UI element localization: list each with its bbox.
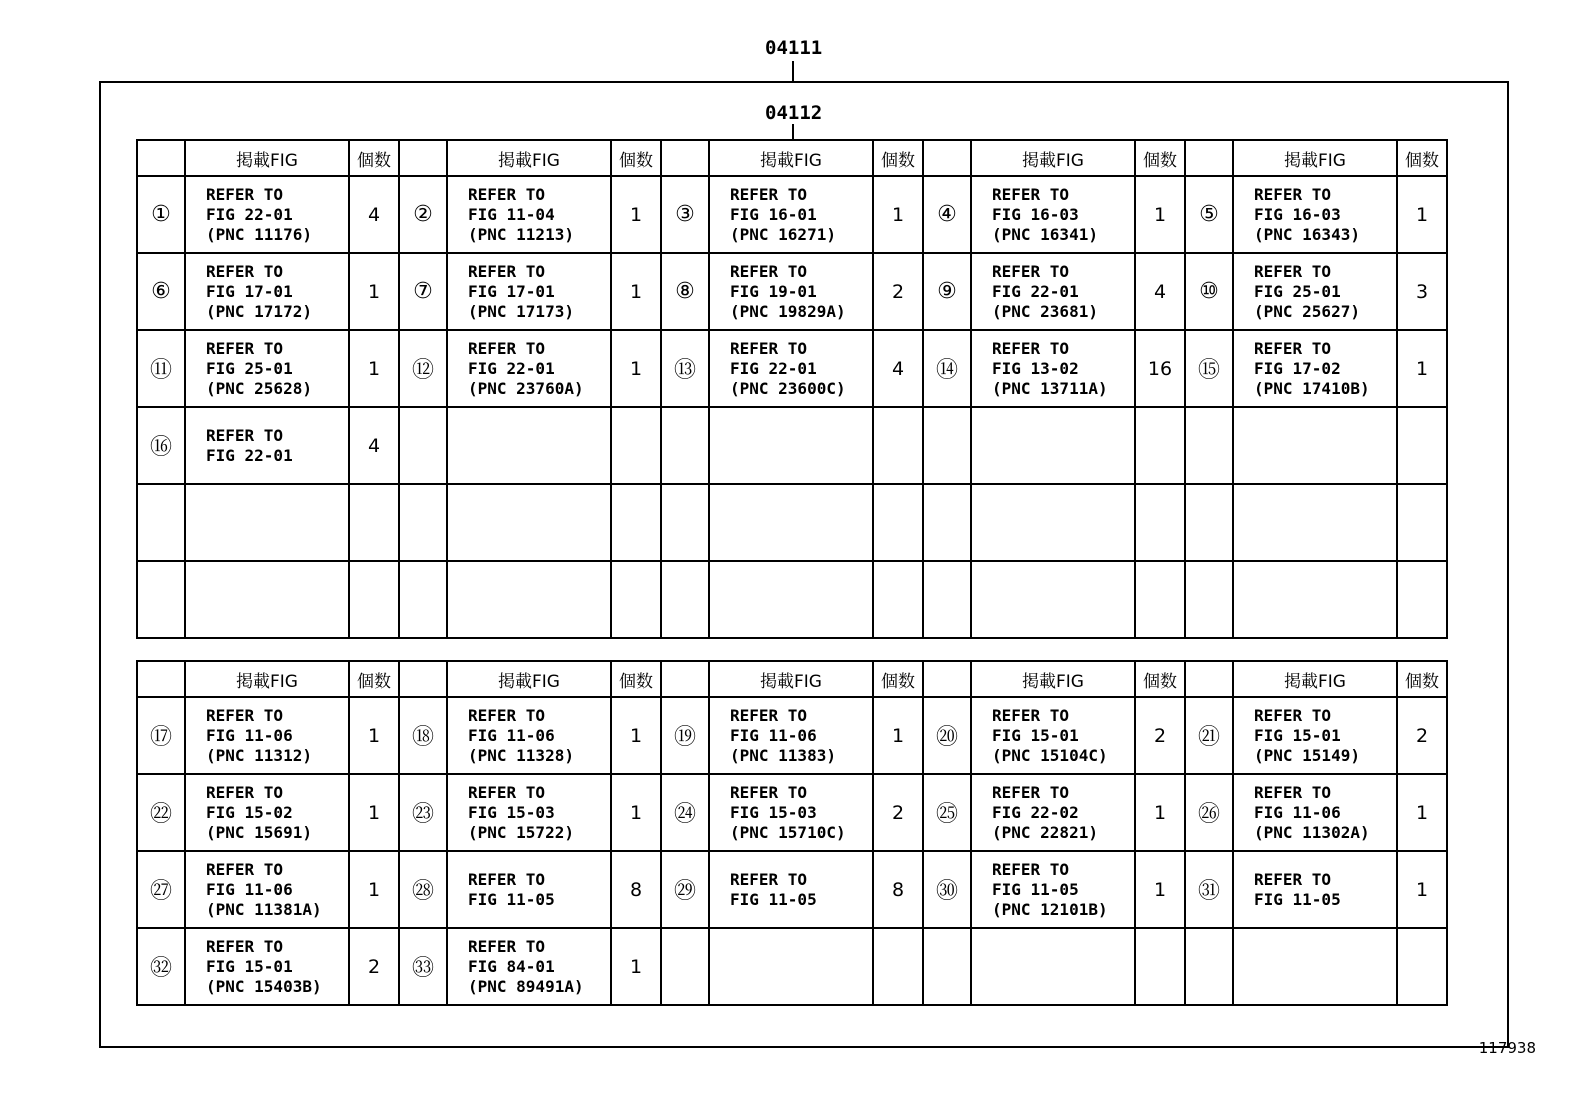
reference-line: FIG 17-01: [468, 281, 555, 301]
item-number: ⑯: [137, 407, 185, 484]
figure-reference: [185, 176, 349, 253]
reference-line: (PNC 11381A): [206, 899, 322, 919]
item-number: ㉓: [399, 774, 447, 851]
item-number: [1185, 407, 1233, 484]
header-qty: 個数: [1397, 661, 1447, 697]
assembly-number-04112: 04112: [765, 102, 823, 124]
item-number: [661, 928, 709, 1005]
item-number: ⑭: [923, 330, 971, 407]
item-number: [923, 928, 971, 1005]
reference-line: FIG 11-06: [1254, 802, 1341, 822]
quantity: 1: [1397, 851, 1447, 928]
reference-line: REFER TO: [206, 184, 284, 204]
figure-reference: [185, 484, 349, 561]
reference-line: FIG 15-03: [730, 802, 817, 822]
item-number: ㉛: [1185, 851, 1233, 928]
quantity: 1: [1135, 851, 1185, 928]
reference-line: REFER TO: [730, 184, 808, 204]
quantity: [873, 928, 923, 1005]
reference-line: FIG 16-01: [730, 204, 817, 224]
item-number: ㉝: [399, 928, 447, 1005]
table-row: [137, 561, 1447, 638]
figure-reference: [709, 851, 873, 928]
item-number: [661, 407, 709, 484]
quantity: 4: [873, 330, 923, 407]
table-row: [137, 697, 1447, 774]
quantity: 4: [349, 176, 399, 253]
quantity: [1397, 407, 1447, 484]
reference-line: (PNC 16271): [730, 224, 836, 244]
header-index-blank: [923, 661, 971, 697]
figure-reference: [185, 407, 349, 484]
reference-line: (PNC 17173): [468, 301, 574, 321]
reference-line: FIG 25-01: [1254, 281, 1341, 301]
figure-reference: [1233, 330, 1397, 407]
reference-line: REFER TO: [730, 782, 808, 802]
table-row: [137, 774, 1447, 851]
reference-line: (PNC 23681): [992, 301, 1098, 321]
reference-line: FIG 11-05: [730, 889, 817, 909]
reference-line: FIG 11-06: [468, 725, 555, 745]
reference-line: FIG 11-06: [206, 725, 293, 745]
header-qty: 個数: [1135, 140, 1185, 176]
reference-line: REFER TO: [730, 338, 808, 358]
header-fig: 掲載FIG: [447, 140, 611, 176]
item-number: ⑫: [399, 330, 447, 407]
reference-line: REFER TO: [206, 261, 284, 281]
quantity: [1397, 561, 1447, 638]
reference-line: FIG 11-05: [1254, 889, 1341, 909]
reference-line: FIG 17-02: [1254, 358, 1341, 378]
table-row: [137, 253, 1447, 330]
header-fig: 掲載FIG: [185, 140, 349, 176]
item-number: ㉖: [1185, 774, 1233, 851]
header-index-blank: [661, 661, 709, 697]
quantity: 4: [349, 407, 399, 484]
quantity: 1: [349, 253, 399, 330]
reference-line: (PNC 25628): [206, 378, 312, 398]
figure-reference: [971, 851, 1135, 928]
reference-line: (PNC 17410B): [1254, 378, 1370, 398]
reference-line: (PNC 11328): [468, 745, 574, 765]
figure-reference: [1233, 697, 1397, 774]
item-number: ⑬: [661, 330, 709, 407]
header-index-blank: [399, 661, 447, 697]
header-fig: 掲載FIG: [185, 661, 349, 697]
quantity: 1: [1135, 774, 1185, 851]
reference-line: REFER TO: [1254, 338, 1332, 358]
table-row: [137, 851, 1447, 928]
figure-reference: [709, 407, 873, 484]
header-qty: 個数: [873, 140, 923, 176]
figure-reference: [971, 774, 1135, 851]
item-number: ⑦: [399, 253, 447, 330]
quantity: [1397, 484, 1447, 561]
reference-line: REFER TO: [1254, 782, 1332, 802]
header-index-blank: [137, 661, 185, 697]
figure-reference: [1233, 176, 1397, 253]
reference-line: FIG 15-01: [1254, 725, 1341, 745]
figure-reference: [971, 330, 1135, 407]
quantity: [873, 484, 923, 561]
item-number: ㉑: [1185, 697, 1233, 774]
figure-reference: [447, 484, 611, 561]
reference-line: FIG 15-01: [992, 725, 1079, 745]
item-number: ㉔: [661, 774, 709, 851]
reference-line: (PNC 15403B): [206, 976, 322, 996]
reference-line: REFER TO: [206, 859, 284, 879]
reference-line: (PNC 16343): [1254, 224, 1360, 244]
table-row: [137, 330, 1447, 407]
reference-line: FIG 15-02: [206, 802, 293, 822]
quantity: 3: [1397, 253, 1447, 330]
reference-line: (PNC 12101B): [992, 899, 1108, 919]
reference-line: REFER TO: [730, 705, 808, 725]
figure-reference: [971, 407, 1135, 484]
header-qty: 個数: [873, 661, 923, 697]
quantity: 1: [873, 176, 923, 253]
item-number: ㉕: [923, 774, 971, 851]
figure-reference: [185, 928, 349, 1005]
item-number: [1185, 928, 1233, 1005]
header-fig: 掲載FIG: [971, 140, 1135, 176]
header-fig: 掲載FIG: [709, 661, 873, 697]
header-fig: 掲載FIG: [1233, 140, 1397, 176]
quantity: 1: [611, 330, 661, 407]
quantity: [1135, 484, 1185, 561]
item-number: ②: [399, 176, 447, 253]
header-index-blank: [661, 140, 709, 176]
figure-reference: [1233, 851, 1397, 928]
item-number: [137, 561, 185, 638]
header-index-blank: [923, 140, 971, 176]
header-qty: 個数: [1397, 140, 1447, 176]
leader-line-outer: [792, 61, 794, 81]
item-number: [399, 484, 447, 561]
reference-line: FIG 19-01: [730, 281, 817, 301]
reference-line: FIG 84-01: [468, 956, 555, 976]
reference-line: (PNC 11383): [730, 745, 836, 765]
header-row: [137, 140, 1447, 176]
quantity: [1397, 928, 1447, 1005]
quantity: 1: [611, 697, 661, 774]
figure-reference: [185, 774, 349, 851]
reference-line: (PNC 23760A): [468, 378, 584, 398]
reference-line: (PNC 23600C): [730, 378, 846, 398]
figure-reference: [709, 484, 873, 561]
quantity: [611, 407, 661, 484]
table-row: [137, 928, 1447, 1005]
reference-line: REFER TO: [1254, 869, 1332, 889]
figure-reference: [1233, 774, 1397, 851]
item-number: ⑪: [137, 330, 185, 407]
item-number: ⑰: [137, 697, 185, 774]
quantity: 1: [611, 253, 661, 330]
figure-reference: [971, 484, 1135, 561]
figure-reference: [709, 561, 873, 638]
quantity: 1: [873, 697, 923, 774]
header-qty: 個数: [349, 661, 399, 697]
reference-line: REFER TO: [1254, 261, 1332, 281]
reference-line: REFER TO: [468, 184, 546, 204]
reference-line: REFER TO: [992, 705, 1070, 725]
item-number: [923, 561, 971, 638]
item-number: ㉚: [923, 851, 971, 928]
quantity: [349, 561, 399, 638]
parts-reference-table-upper: [136, 139, 1448, 639]
figure-reference: [185, 253, 349, 330]
header-qty: 個数: [611, 661, 661, 697]
reference-line: FIG 22-01: [992, 281, 1079, 301]
item-number: ㉘: [399, 851, 447, 928]
figure-reference: [447, 774, 611, 851]
header-row: [137, 661, 1447, 697]
reference-line: REFER TO: [468, 869, 546, 889]
quantity: [1135, 407, 1185, 484]
figure-reference: [1233, 928, 1397, 1005]
figure-reference: [1233, 407, 1397, 484]
quantity: [611, 561, 661, 638]
header-fig: 掲載FIG: [709, 140, 873, 176]
reference-line: FIG 15-03: [468, 802, 555, 822]
figure-reference: [709, 774, 873, 851]
figure-reference: [447, 253, 611, 330]
reference-line: FIG 17-01: [206, 281, 293, 301]
figure-reference: [447, 851, 611, 928]
reference-line: (PNC 89491A): [468, 976, 584, 996]
reference-line: (PNC 13711A): [992, 378, 1108, 398]
figure-reference: [447, 330, 611, 407]
quantity: 1: [1135, 176, 1185, 253]
header-qty: 個数: [1135, 661, 1185, 697]
reference-line: (PNC 15722): [468, 822, 574, 842]
reference-line: (PNC 11302A): [1254, 822, 1370, 842]
reference-line: FIG 16-03: [1254, 204, 1341, 224]
reference-line: (PNC 15691): [206, 822, 312, 842]
item-number: ㉗: [137, 851, 185, 928]
item-number: ⑧: [661, 253, 709, 330]
reference-line: FIG 22-02: [992, 802, 1079, 822]
item-number: [399, 407, 447, 484]
quantity: 1: [349, 330, 399, 407]
reference-line: (PNC 19829A): [730, 301, 846, 321]
reference-line: REFER TO: [1254, 705, 1332, 725]
quantity: [873, 407, 923, 484]
reference-line: FIG 25-01: [206, 358, 293, 378]
item-number: [923, 407, 971, 484]
reference-line: FIG 22-01: [468, 358, 555, 378]
item-number: ⑨: [923, 253, 971, 330]
reference-line: REFER TO: [1254, 184, 1332, 204]
quantity: 1: [1397, 774, 1447, 851]
reference-line: REFER TO: [206, 782, 284, 802]
figure-reference: [447, 407, 611, 484]
figure-reference: [971, 561, 1135, 638]
figure-reference: [709, 928, 873, 1005]
figure-reference: [185, 561, 349, 638]
quantity: 2: [1397, 697, 1447, 774]
header-fig: 掲載FIG: [1233, 661, 1397, 697]
quantity: 1: [611, 774, 661, 851]
header-fig: 掲載FIG: [971, 661, 1135, 697]
item-number: ㉜: [137, 928, 185, 1005]
reference-line: REFER TO: [468, 338, 546, 358]
item-number: ④: [923, 176, 971, 253]
quantity: 16: [1135, 330, 1185, 407]
reference-line: REFER TO: [992, 338, 1070, 358]
reference-line: REFER TO: [206, 338, 284, 358]
reference-line: FIG 11-05: [468, 889, 555, 909]
figure-reference: [447, 697, 611, 774]
reference-line: (PNC 11176): [206, 224, 312, 244]
reference-line: REFER TO: [992, 184, 1070, 204]
reference-line: REFER TO: [730, 869, 808, 889]
header-index-blank: [137, 140, 185, 176]
header-fig: 掲載FIG: [447, 661, 611, 697]
figure-reference: [709, 253, 873, 330]
reference-line: (PNC 15104C): [992, 745, 1108, 765]
quantity: 2: [349, 928, 399, 1005]
header-index-blank: [1185, 140, 1233, 176]
figure-reference: [1233, 253, 1397, 330]
quantity: 2: [1135, 697, 1185, 774]
quantity: 8: [611, 851, 661, 928]
figure-reference: [447, 176, 611, 253]
item-number: [661, 561, 709, 638]
reference-line: (PNC 11213): [468, 224, 574, 244]
item-number: ⑳: [923, 697, 971, 774]
reference-line: (PNC 25627): [1254, 301, 1360, 321]
reference-line: (PNC 17172): [206, 301, 312, 321]
figure-reference: [709, 697, 873, 774]
figure-reference: [971, 176, 1135, 253]
leader-line-inner: [792, 124, 794, 140]
reference-line: REFER TO: [468, 782, 546, 802]
reference-line: (PNC 15149): [1254, 745, 1360, 765]
quantity: 1: [349, 774, 399, 851]
quantity: 2: [873, 253, 923, 330]
reference-line: FIG 15-01: [206, 956, 293, 976]
parts-reference-table-lower: [136, 660, 1448, 1006]
reference-line: FIG 16-03: [992, 204, 1079, 224]
figure-reference: [971, 253, 1135, 330]
item-number: [137, 484, 185, 561]
figure-reference: [709, 176, 873, 253]
table-row: [137, 407, 1447, 484]
figure-id: 117938: [1478, 1039, 1536, 1057]
quantity: [873, 561, 923, 638]
reference-line: REFER TO: [206, 936, 284, 956]
item-number: ㉒: [137, 774, 185, 851]
reference-line: REFER TO: [468, 705, 546, 725]
quantity: 1: [611, 928, 661, 1005]
figure-reference: [1233, 484, 1397, 561]
item-number: ①: [137, 176, 185, 253]
table-row: [137, 176, 1447, 253]
reference-line: REFER TO: [468, 261, 546, 281]
quantity: 2: [873, 774, 923, 851]
figure-reference: [185, 851, 349, 928]
quantity: [1135, 561, 1185, 638]
figure-reference: [185, 330, 349, 407]
reference-line: REFER TO: [468, 936, 546, 956]
item-number: [1185, 561, 1233, 638]
figure-reference: [971, 928, 1135, 1005]
item-number: ⑥: [137, 253, 185, 330]
reference-line: REFER TO: [992, 261, 1070, 281]
reference-line: (PNC 15710C): [730, 822, 846, 842]
reference-line: FIG 11-06: [206, 879, 293, 899]
item-number: ⑤: [1185, 176, 1233, 253]
reference-line: (PNC 16341): [992, 224, 1098, 244]
item-number: [923, 484, 971, 561]
reference-line: FIG 22-01: [730, 358, 817, 378]
header-qty: 個数: [611, 140, 661, 176]
reference-line: REFER TO: [992, 859, 1070, 879]
quantity: [1135, 928, 1185, 1005]
quantity: [349, 484, 399, 561]
assembly-number-04111: 04111: [765, 37, 823, 59]
header-qty: 個数: [349, 140, 399, 176]
figure-reference: [1233, 561, 1397, 638]
item-number: ③: [661, 176, 709, 253]
reference-line: FIG 22-01: [206, 445, 293, 465]
item-number: [1185, 484, 1233, 561]
reference-line: FIG 11-06: [730, 725, 817, 745]
table-row: [137, 484, 1447, 561]
figure-reference: [447, 928, 611, 1005]
reference-line: REFER TO: [206, 705, 284, 725]
reference-line: FIG 11-04: [468, 204, 555, 224]
item-number: ⑮: [1185, 330, 1233, 407]
reference-line: REFER TO: [206, 425, 284, 445]
header-index-blank: [1185, 661, 1233, 697]
quantity: 1: [1397, 330, 1447, 407]
item-number: ⑲: [661, 697, 709, 774]
reference-line: FIG 13-02: [992, 358, 1079, 378]
figure-reference: [447, 561, 611, 638]
item-number: ㉙: [661, 851, 709, 928]
figure-reference: [709, 330, 873, 407]
reference-line: REFER TO: [992, 782, 1070, 802]
quantity: 1: [611, 176, 661, 253]
reference-line: FIG 11-05: [992, 879, 1079, 899]
quantity: [611, 484, 661, 561]
figure-reference: [971, 697, 1135, 774]
quantity: 4: [1135, 253, 1185, 330]
reference-line: FIG 22-01: [206, 204, 293, 224]
header-index-blank: [399, 140, 447, 176]
item-number: [661, 484, 709, 561]
quantity: 1: [349, 697, 399, 774]
item-number: [399, 561, 447, 638]
reference-line: (PNC 11312): [206, 745, 312, 765]
figure-reference: [185, 697, 349, 774]
reference-line: (PNC 22821): [992, 822, 1098, 842]
reference-line: REFER TO: [730, 261, 808, 281]
item-number: ⑱: [399, 697, 447, 774]
item-number: ⑩: [1185, 253, 1233, 330]
quantity: 1: [349, 851, 399, 928]
quantity: 8: [873, 851, 923, 928]
quantity: 1: [1397, 176, 1447, 253]
